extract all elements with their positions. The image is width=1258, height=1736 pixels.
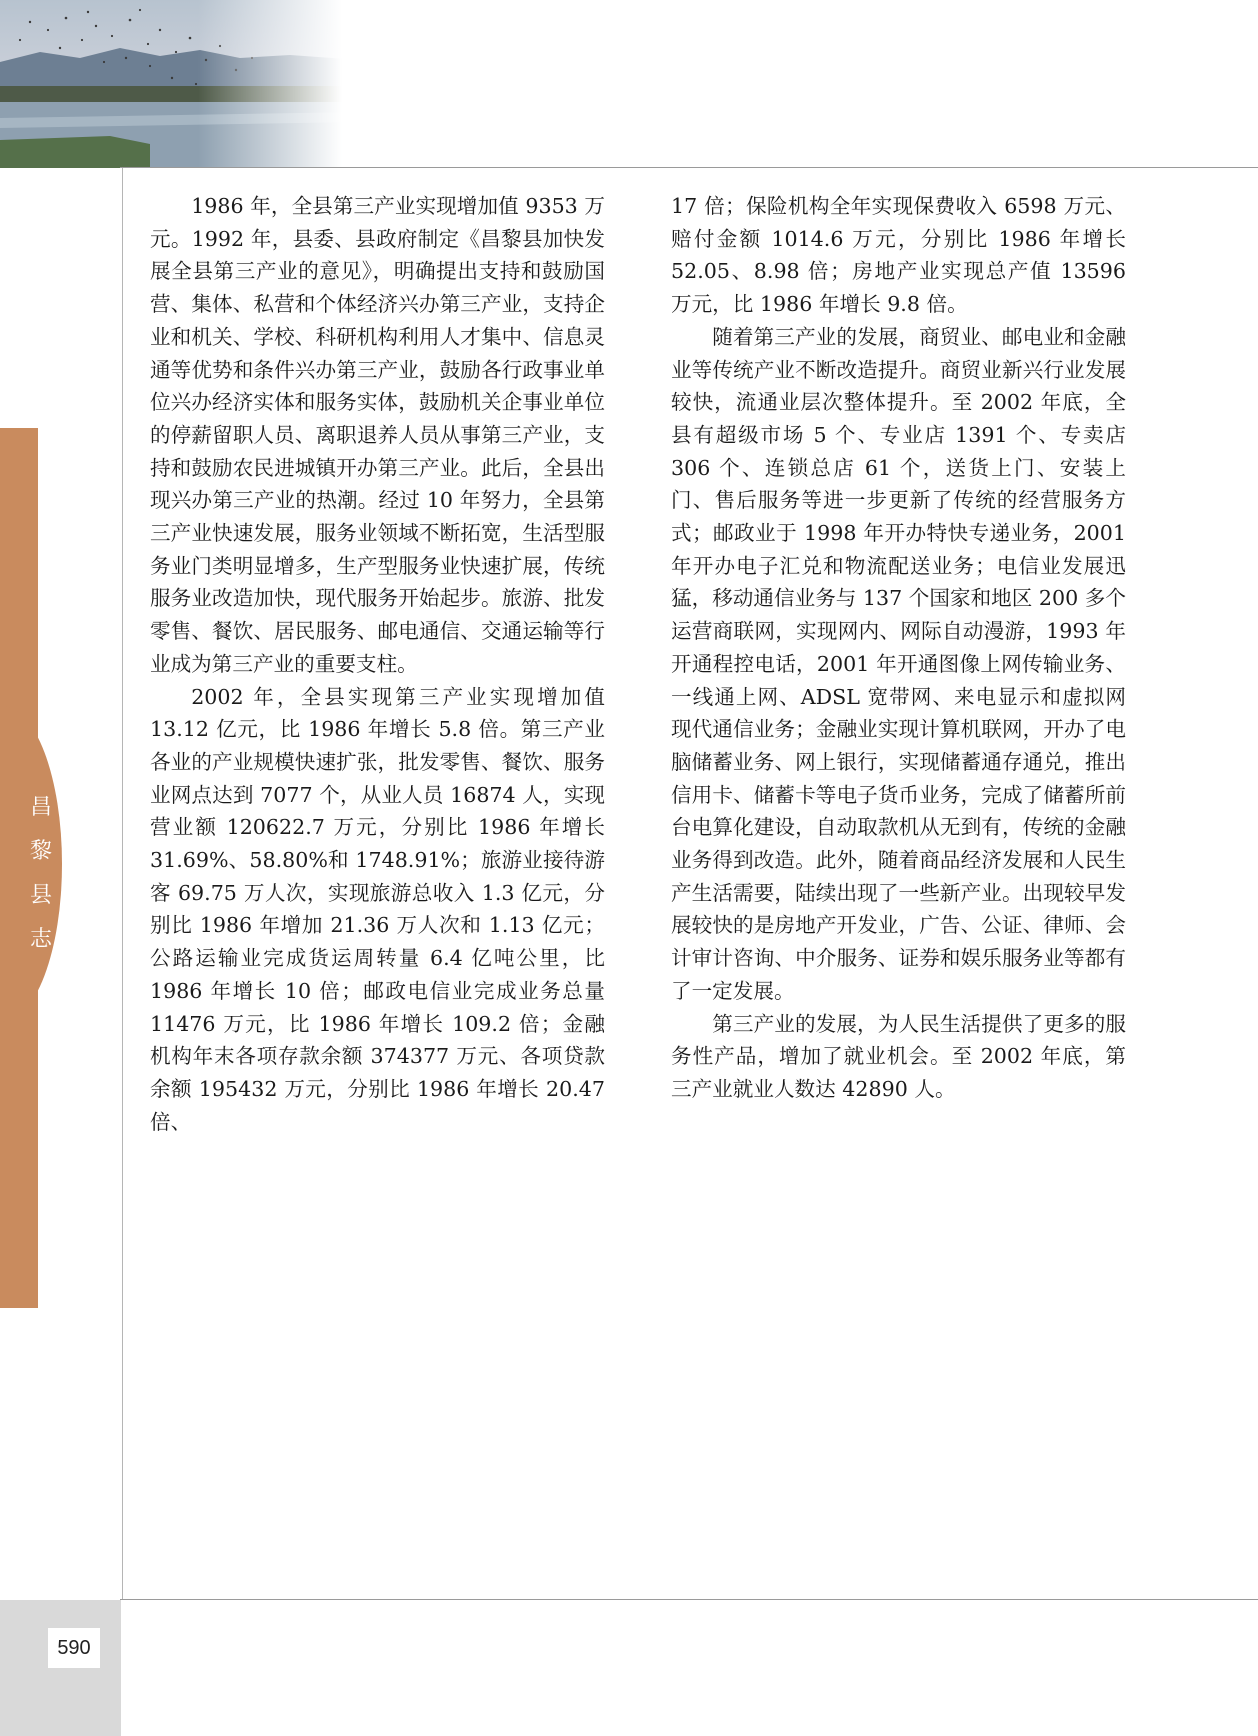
side-title-char: 县 (29, 883, 52, 908)
paragraph: 1986 年，全县第三产业实现增加值 9353 万元。1992 年，县委、县政府制定《昌黎县加快发展全县第三产业的意见》，明确提出支持和鼓励国营、集体、私营和个体经济兴办第三产业，支持企业和机关、学校、科研机构利用人才集中、信息灵通等优势和条件兴办第三产业，鼓励各行政事业单位兴办经济实体和服务实体，鼓励机关企事业单位的停薪留职人员、离职退养人员从事第三产业，支持和鼓励农民进城镇开办第三产业。此后，全县出现兴办第三产业的热潮。经过 10 年努力，全县第三产业快速发展，服务业领域不断拓宽，生活型服务业门类明显增多，生产型服务业快速扩展，传统服务业改造加快，现代服务开始起步。旅游、批发零售、餐饮、居民服务、邮电通信、交通运输等行业成为第三产业的重要支柱。 (150, 194, 605, 676)
page-number: 590 (48, 1628, 100, 1668)
paragraph: 2002 年，全县实现第三产业实现增加值 13.12 亿元，比 1986 年增长 5.8 倍。第三产业各业的产业规模快速扩张，批发零售、餐饮、服务业网点达到 7077 个，从业人员 16874 人，实现营业额 120622.7 万元，分别比 1986 年增长 31.69%、58.80%和 1748.91%；旅游业接待游客 69.75 万人次，实现旅游总收入 1.3 亿元，分别比 1986 年增加 21.36 万人次和 1.13 亿元；公路运输业完成货运周转量 6.4 亿吨公里，比 1986 年增长 10 倍；邮政电信业完成业务总量 11476 万元，比 1986 年增长 109.2 倍；金融机构年末各项存款余额 374377 万元、各项贷款余额 195432 万元，分别比 1986 年增长 20.47 倍、 (150, 684, 605, 1134)
side-title-char: 志 (29, 927, 52, 952)
left-column (150, 190, 605, 1138)
bottom-rule (120, 1599, 1258, 1600)
top-rule (120, 167, 1258, 168)
paragraph-continuation: 17 倍；保险机构全年实现保费收入 6598 万元、赔付金额 1014.6 万元，分别比 1986 年增长 52.05、8.98 倍；房地产业实现总产值 13596 万元，比 1986 年增长 9.8 倍。 (671, 194, 1126, 317)
left-margin-rule (122, 168, 123, 1600)
side-title-char: 昌 (29, 795, 52, 820)
right-column (671, 190, 1126, 1106)
side-title-char: 黎 (29, 839, 52, 864)
side-tab-title (28, 786, 54, 962)
paragraph: 第三产业的发展，为人民生活提供了更多的服务性产品，增加了就业机会。至 2002 年底，第三产业就业人数达 42890 人。 (671, 1011, 1126, 1101)
paragraph: 随着第三产业的发展，商贸业、邮电业和金融业等传统产业不断改造提升。商贸业新兴行业发展较快，流通业层次整体提升。至 2002 年底，全县有超级市场 5 个、专业店 1391 个、专卖店 306 个、连锁总店 61 个，送货上门、安装上门、售后服务等进一步更新了传统的经营服务方式；邮政业于 1998 年开办特快专递业务，2001 年开办电子汇兑和物流配送业务；电信业发展迅猛，移动通信业务与 137 个国家和地区 200 多个运营商联网，实现网内、网际自动漫游，1993 年开通程控电话，2001 年开通图像上网传输业务、一线通上网、ADSL 宽带网、来电显示和虚拟网现代通信业务；金融业实现计算机联网，开办了电脑储蓄业务、网上银行，实现储蓄通存通兑，推出信用卡、储蓄卡等电子货币业务，完成了储蓄所前台电算化建设，自动取款机从无到有，传统的金融业务得到改造。此外，随着商品经济发展和人民生产生活需要，陆续出现了一些新产业。出现较早发展较快的是房地产开发业，广告、公证、律师、会计审计咨询、中介服务、证券和娱乐服务业等都有了一定发展。 (671, 324, 1126, 1003)
footer-block (0, 1600, 121, 1736)
header-photo (0, 0, 360, 168)
